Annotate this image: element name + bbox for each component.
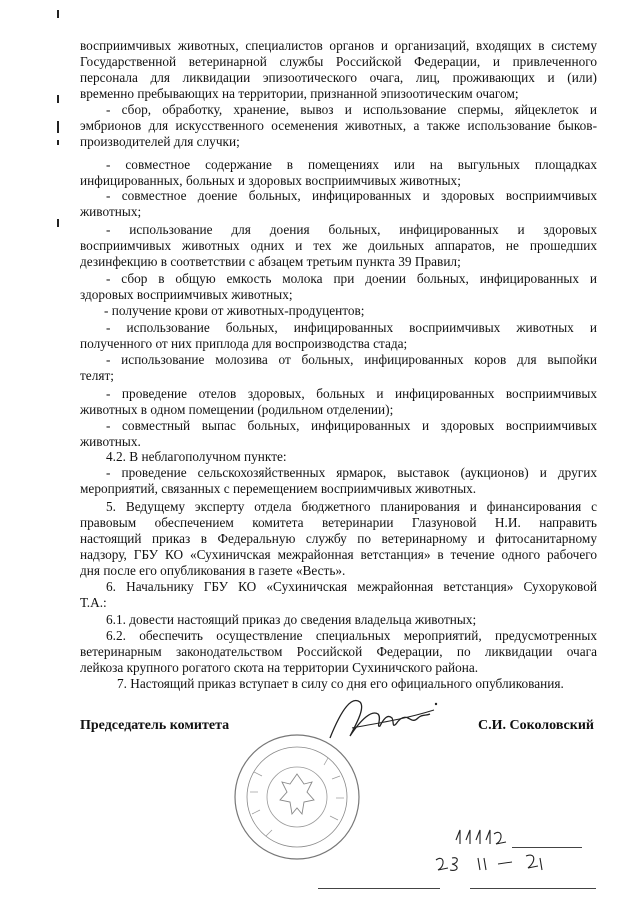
list-item: - использование молозива от больных, инфицированных коров для выпойки bbox=[106, 352, 597, 367]
official-seal bbox=[232, 732, 362, 862]
body-text-line: здоровых восприимчивых животных; bbox=[80, 287, 293, 302]
body-text-line: восприимчивых животных одних и тех же доильных аппаратов, не прошедших bbox=[80, 238, 597, 253]
registration-line bbox=[512, 847, 582, 848]
list-item: - сбор, обработку, хранение, вывоз и использование спермы, яйцеклеток и bbox=[106, 102, 597, 117]
list-item: - использование для доения больных, инфицированных и здоровых bbox=[106, 222, 597, 237]
body-text-line: животных; bbox=[80, 204, 142, 219]
body-text-line: Государственной ветеринарной службы Российской Федерации, и привлеченного bbox=[80, 54, 597, 69]
list-item: - проведение сельскохозяйственных ярмарок, выставок (аукционов) и других bbox=[106, 465, 597, 480]
body-text-line: лейкоза крупного рогатого скота на территории Сухиничского района. bbox=[80, 660, 479, 675]
body-text-line: временно пребывающих на территории, признанной эпизоотическим очагом; bbox=[80, 86, 519, 101]
paragraph-line: 6. Начальнику ГБУ КО «Сухиничская межрайонная ветстанция» Сухоруковой bbox=[106, 579, 597, 594]
section-heading: 4.2. В неблагополучном пункте: bbox=[106, 449, 287, 464]
list-item: - совместное содержание в помещениях или на выгульных площадках bbox=[106, 157, 597, 172]
paragraph-line: 7. Настоящий приказ вступает в силу со дня его официального опубликования. bbox=[117, 676, 564, 691]
footer-line bbox=[470, 888, 596, 889]
body-text-line: дня после его опубликования в газете «Весть». bbox=[80, 563, 346, 578]
body-text-line: телят; bbox=[80, 368, 114, 383]
footer-line bbox=[318, 888, 440, 889]
list-item: 6.1. довести настоящий приказ до сведения владельца животных; bbox=[106, 612, 477, 627]
list-item: - сбор в общую емкость молока при доении больных, инфицированных и bbox=[106, 271, 597, 286]
margin-mark bbox=[57, 219, 59, 227]
body-text-line: ветеринарным законодательством Российской Федерации, по ликвидации очага bbox=[80, 644, 597, 659]
handwritten-registration bbox=[432, 826, 552, 886]
body-text-line: инфицированных, больных и здоровых восприимчивых животных; bbox=[80, 173, 461, 188]
body-text-line: полученного от них приплода для воспроизводства стада; bbox=[80, 336, 408, 351]
body-text-line: Т.А.: bbox=[80, 595, 107, 610]
paragraph-line: 5. Ведущему эксперту отдела бюджетного планирования и финансирования с bbox=[106, 499, 597, 514]
list-item: - проведение отелов здоровых, больных и инфицированных восприимчивых bbox=[106, 386, 597, 401]
body-text-line: животных. bbox=[80, 434, 141, 449]
body-text-line: производителей для случки; bbox=[80, 134, 240, 149]
margin-mark bbox=[57, 121, 59, 133]
list-item: - совместное доение больных, инфицированных и здоровых восприимчивых bbox=[106, 188, 597, 203]
body-text-line: восприимчивых животных, специалистов органов и организаций, входящих в систему bbox=[80, 38, 597, 53]
body-text-line: надзору, ГБУ КО «Сухиничская межрайонная ветстанция» в течение одного рабочего bbox=[80, 547, 597, 562]
margin-mark bbox=[57, 10, 59, 18]
body-text-line: дезинфекцию в соответствии с абзацем третьим пункта 39 Правил; bbox=[80, 254, 461, 269]
signatory-title: Председатель комитета bbox=[80, 718, 230, 733]
margin-mark bbox=[57, 140, 59, 145]
list-item: - совместный выпас больных, инфицированных и здоровых восприимчивых bbox=[106, 418, 597, 433]
margin-mark bbox=[57, 95, 59, 103]
body-text-line: эмбрионов для искусственного осеменения животных, а также использование быков- bbox=[80, 118, 597, 133]
body-text-line: персонала для ликвидации эпизоотического очага, лиц, проживающих и (или) bbox=[80, 70, 597, 85]
list-item: - получение крови от животных-продуцентов; bbox=[104, 303, 365, 318]
body-text-line: правовым обеспечением комитета ветеринарии Глазуновой Н.И. направить bbox=[80, 515, 597, 530]
list-item: 6.2. обеспечить осуществление специальных мероприятий, предусмотренных bbox=[106, 628, 597, 643]
body-text-line: мероприятий, связанных с перемещением восприимчивых животных. bbox=[80, 481, 477, 496]
signatory-name: С.И. Соколовский bbox=[478, 718, 594, 733]
body-text-line: настоящий приказ в Федеральную службу по ветеринарному и фитосанитарному bbox=[80, 531, 597, 546]
body-text-line: животных в одном помещении (родильном отделении); bbox=[80, 402, 394, 417]
list-item: - использование больных, инфицированных восприимчивых животных и bbox=[106, 320, 597, 335]
